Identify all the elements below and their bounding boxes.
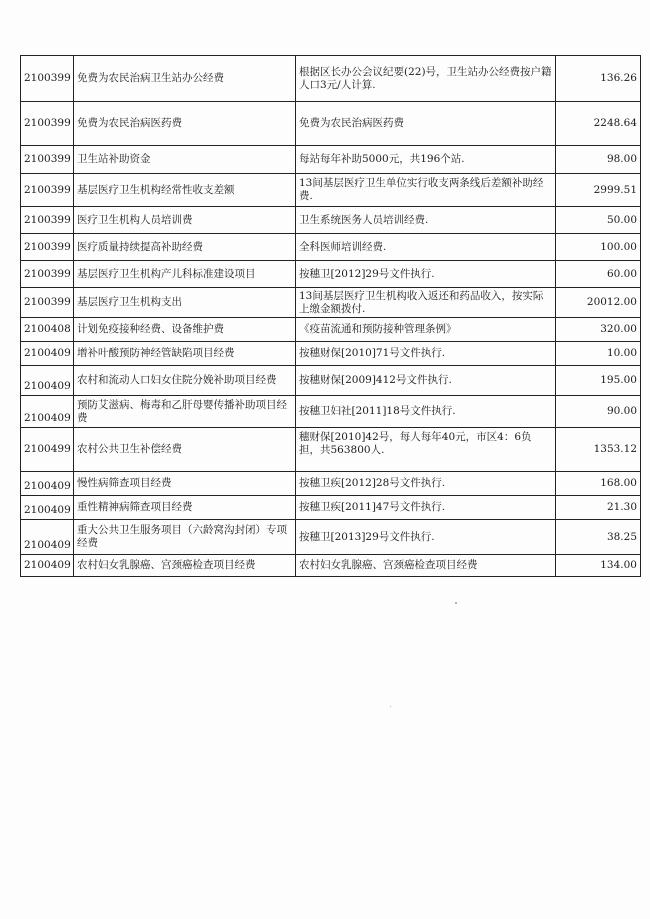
table-row (21, 366, 641, 396)
table-row (21, 428, 641, 472)
subject-code-cell: 2100399 (21, 207, 74, 234)
subject-code-cell: 2100399 (21, 261, 74, 288)
subject-code-cell: 2100409 (21, 472, 74, 496)
amount-cell: 100.00 (556, 234, 641, 261)
basis-cell: 穗财保[2010]42号，每人每年40元，市区4：6负担，共563800人. (296, 428, 556, 472)
project-name-cell: 预防艾滋病、梅毒和乙肝母婴传播补助项目经费 (74, 396, 296, 428)
subject-code-cell: 2100399 (21, 102, 74, 146)
basis-cell: 13间基层医疗卫生单位实行收支两条线后差额补助经费. (296, 174, 556, 207)
table-row (21, 174, 641, 207)
amount-cell: 1353.12 (556, 428, 641, 472)
basis-cell: 按穗卫妇社[2011]18号文件执行. (296, 396, 556, 428)
subject-code-cell: 2100399 (21, 234, 74, 261)
table-row (21, 288, 641, 318)
project-name-cell: 卫生站补助资金 (74, 146, 296, 174)
amount-cell: 20012.00 (556, 288, 641, 318)
table-row (21, 261, 641, 288)
project-name-cell: 免费为农民治病医药费 (74, 102, 296, 146)
subject-code-cell: 2100399 (21, 174, 74, 207)
project-name-cell: 基层医疗卫生机构产儿科标准建设项目 (74, 261, 296, 288)
amount-cell: 21.30 (556, 496, 641, 520)
basis-cell: 农村妇女乳腺癌、宫颈癌检查项目经费 (296, 555, 556, 577)
table-row (21, 318, 641, 342)
basis-cell: 按穗卫疾[2012]28号文件执行. (296, 472, 556, 496)
table-row (21, 207, 641, 234)
amount-cell: 195.00 (556, 366, 641, 396)
table-row (21, 396, 641, 428)
subject-code-cell: 2100499 (21, 428, 74, 472)
basis-cell: 13间基层医疗卫生机构收入返还和药品收入，按实际上缴金额拨付. (296, 288, 556, 318)
basis-cell: 《疫苗流通和预防接种管理条例》 (296, 318, 556, 342)
amount-cell: 38.25 (556, 520, 641, 555)
project-name-cell: 医疗质量持续提高补助经费 (74, 234, 296, 261)
project-name-cell: 计划免疫接种经费、设备维护费 (74, 318, 296, 342)
subject-code-cell: 2100409 (21, 520, 74, 555)
project-name-cell: 农村和流动人口妇女住院分娩补助项目经费 (74, 366, 296, 396)
subject-code-cell: 2100409 (21, 555, 74, 577)
amount-cell: 134.00 (556, 555, 641, 577)
basis-cell: 按穗卫[2013]29号文件执行. (296, 520, 556, 555)
table-row (21, 146, 641, 174)
subject-code-cell: 2100399 (21, 56, 74, 102)
table-row (21, 472, 641, 496)
basis-cell: 根据区长办公会议纪要(22)号，卫生站办公经费按户籍人口3元/人计算. (296, 56, 556, 102)
amount-cell: 2999.51 (556, 174, 641, 207)
subject-code-cell: 2100408 (21, 318, 74, 342)
amount-cell: 320.00 (556, 318, 641, 342)
table-row (21, 520, 641, 555)
table-row (21, 102, 641, 146)
table-row (21, 496, 641, 520)
subject-code-cell: 2100399 (21, 288, 74, 318)
basis-cell: 按穗卫疾[2011]47号文件执行. (296, 496, 556, 520)
basis-cell: 每站每年补助5000元，共196个站. (296, 146, 556, 174)
amount-cell: 50.00 (556, 207, 641, 234)
budget-table (20, 55, 641, 577)
amount-cell: 10.00 (556, 342, 641, 366)
project-name-cell: 基层医疗卫生机构支出 (74, 288, 296, 318)
subject-code-cell: 2100409 (21, 342, 74, 366)
amount-cell: 98.00 (556, 146, 641, 174)
table-row (21, 56, 641, 102)
table-row (21, 555, 641, 577)
basis-cell: 免费为农民治病医药费 (296, 102, 556, 146)
project-name-cell: 免费为农民治病卫生站办公经费 (74, 56, 296, 102)
subject-code-cell: 2100399 (21, 146, 74, 174)
basis-cell: 卫生系统医务人员培训经费. (296, 207, 556, 234)
project-name-cell: 农村公共卫生补偿经费 (74, 428, 296, 472)
amount-cell: 168.00 (556, 472, 641, 496)
project-name-cell: 慢性病筛查项目经费 (74, 472, 296, 496)
scan-speck (455, 602, 457, 604)
basis-cell: 全科医师培训经费. (296, 234, 556, 261)
basis-cell: 按穗财保[2009]412号文件执行. (296, 366, 556, 396)
project-name-cell: 医疗卫生机构人员培训费 (74, 207, 296, 234)
table-row (21, 234, 641, 261)
project-name-cell: 增补叶酸预防神经管缺陷项目经费 (74, 342, 296, 366)
table-row (21, 342, 641, 366)
basis-cell: 按穗卫[2012]29号文件执行. (296, 261, 556, 288)
subject-code-cell: 2100409 (21, 496, 74, 520)
amount-cell: 60.00 (556, 261, 641, 288)
scan-speck (390, 706, 391, 707)
project-name-cell: 基层医疗卫生机构经常性收支差额 (74, 174, 296, 207)
project-name-cell: 农村妇女乳腺癌、宫颈癌检查项目经费 (74, 555, 296, 577)
basis-cell: 按穗财保[2010]71号文件执行. (296, 342, 556, 366)
amount-cell: 90.00 (556, 396, 641, 428)
subject-code-cell: 2100409 (21, 366, 74, 396)
amount-cell: 136.26 (556, 56, 641, 102)
amount-cell: 2248.64 (556, 102, 641, 146)
subject-code-cell: 2100409 (21, 396, 74, 428)
project-name-cell: 重大公共卫生服务项目（六龄窝沟封闭）专项经费 (74, 520, 296, 555)
project-name-cell: 重性精神病筛查项目经费 (74, 496, 296, 520)
